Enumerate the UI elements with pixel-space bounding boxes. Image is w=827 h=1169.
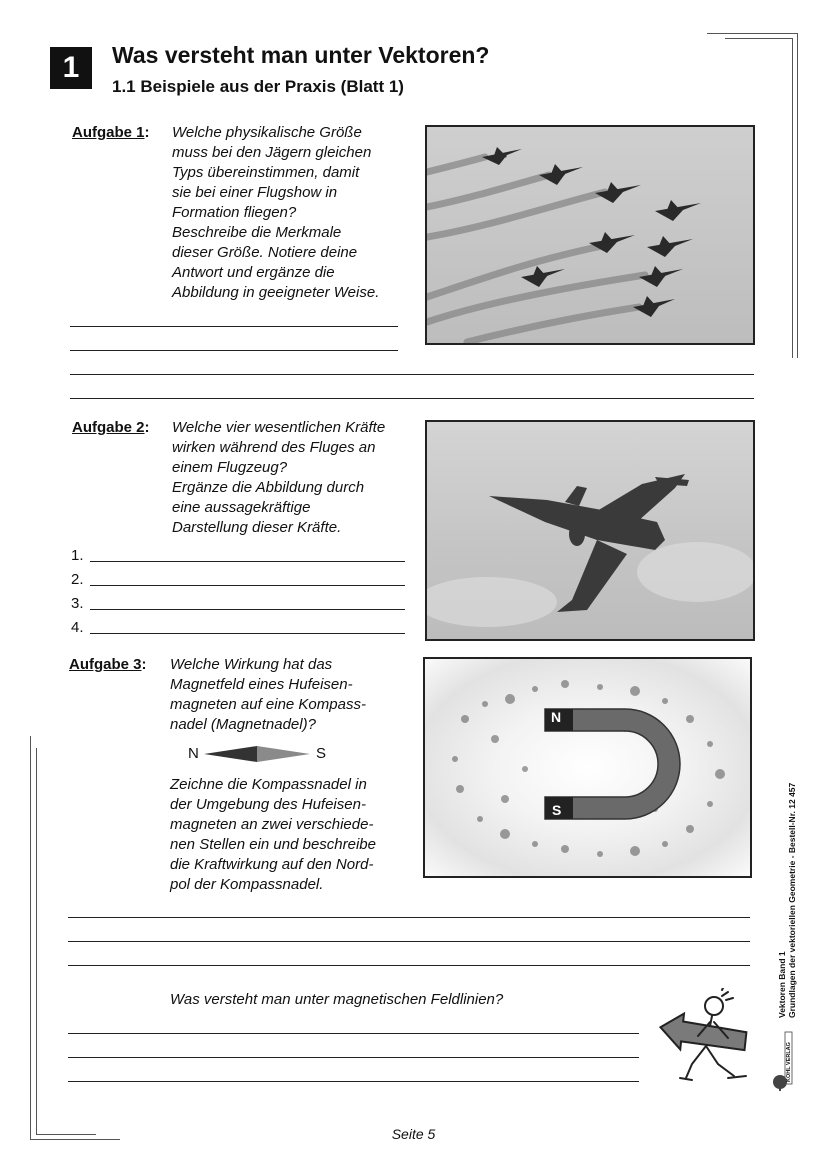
task2-answer-1: 1.	[71, 547, 84, 564]
task1-answer-line-2[interactable]	[70, 350, 398, 351]
page-title: Was versteht man unter Vektoren?	[112, 42, 490, 68]
task2-answer-4: 4.	[71, 619, 84, 636]
task3-question-line-2[interactable]	[68, 1057, 639, 1058]
task2-heading: Aufgabe 2:	[72, 419, 150, 436]
task3-question-line-1[interactable]	[68, 1033, 639, 1034]
needle-north-label: N	[188, 745, 199, 762]
page-number: Seite 5	[391, 1126, 436, 1142]
horseshoe-magnet-photo	[423, 657, 752, 878]
task2-answer-line-2[interactable]	[90, 585, 405, 586]
fighter-jet-image	[427, 422, 753, 639]
stick-figure-arrow-icon	[656, 988, 756, 1083]
task3-question-line-3[interactable]	[68, 1081, 639, 1082]
jets-formation-image	[427, 127, 753, 343]
corner-line-top-inner	[725, 38, 793, 39]
task2-answer-3: 3.	[71, 595, 84, 612]
task2-answer-line-1[interactable]	[90, 561, 405, 562]
task1-answer-line-3[interactable]	[70, 374, 754, 375]
jets-formation-photo	[425, 125, 755, 345]
task1-answer-line-1[interactable]	[70, 326, 398, 327]
task1-answer-line-4[interactable]	[70, 398, 754, 399]
publisher-name: KOHL VERLAG	[786, 1042, 792, 1082]
magnet-north-label: N	[551, 709, 562, 725]
task1-label: Aufgabe 1	[72, 124, 145, 141]
task3-answer-line-1[interactable]	[68, 917, 750, 918]
task2-answer-line-4[interactable]	[90, 633, 405, 634]
jet-silhouettes	[482, 147, 701, 317]
page-subtitle: 1.1 Beispiele aus der Praxis (Blatt 1)	[112, 77, 404, 96]
needle-south-label: S	[316, 745, 327, 762]
magnet-south-label: S	[552, 802, 562, 818]
fighter-jet-photo	[425, 420, 755, 641]
task3-answer-line-3[interactable]	[68, 965, 750, 966]
iron-filings	[452, 680, 725, 857]
side-line-2: Grundlagen der vektoriellen Geometrie - Bestell-Nr. 12 457	[787, 782, 797, 1018]
magnet-field-image	[425, 659, 750, 876]
task3-question: Was versteht man unter magnetischen Feldlinien?	[170, 991, 504, 1008]
task1-heading: Aufgabe 1:	[72, 124, 150, 141]
task1-text: Welche physikalische Größe muss bei den Jägern gleichen Typs übereinstimmen, damit sie bei einer Flugshow in Formation fliegen? Beschreibe die Merkmale dieser Größe. Notiere deine Antwort und ergänze die Abbildung in geeigneter Weise.	[172, 124, 380, 301]
compass-needle-icon	[204, 745, 310, 763]
side-publication-text	[777, 783, 797, 1018]
corner-line-right-inner	[792, 38, 793, 358]
task2-answer-2: 2.	[71, 571, 84, 588]
task2-answer-line-3[interactable]	[90, 609, 405, 610]
task3-text-b: Zeichne die Kompassnadel in der Umgebung des Hufeisen- magneten an zwei verschiede- nen Stellen ein und beschreibe die Kraftwirkung auf den Nord- pol der Kompassnadel.	[170, 776, 376, 893]
corner-line-top	[707, 33, 798, 34]
task2-label: Aufgabe 2	[72, 419, 145, 436]
corner-line-left-inner	[36, 748, 37, 1134]
corner-line-left	[30, 736, 31, 1139]
corner-line-right	[797, 33, 798, 358]
task2-text: Welche vier wesentlichen Kräfte wirken während des Fluges an einem Flugzeug? Ergänze die Abbildung durch eine aussagekräftige Darstellung dieser Kräfte.	[172, 419, 386, 536]
side-line-1: Vektoren Band 1	[777, 951, 787, 1018]
task3-label: Aufgabe 3	[69, 656, 142, 673]
task3-heading: Aufgabe 3:	[69, 656, 147, 673]
task3-text-a: Welche Wirkung hat das Magnetfeld eines Hufeisen- magneten auf eine Kompass- nadel (Magnetnadel)?	[170, 656, 366, 733]
chapter-number: 1	[50, 47, 92, 89]
publisher-logo	[771, 1030, 793, 1092]
task3-answer-line-2[interactable]	[68, 941, 750, 942]
